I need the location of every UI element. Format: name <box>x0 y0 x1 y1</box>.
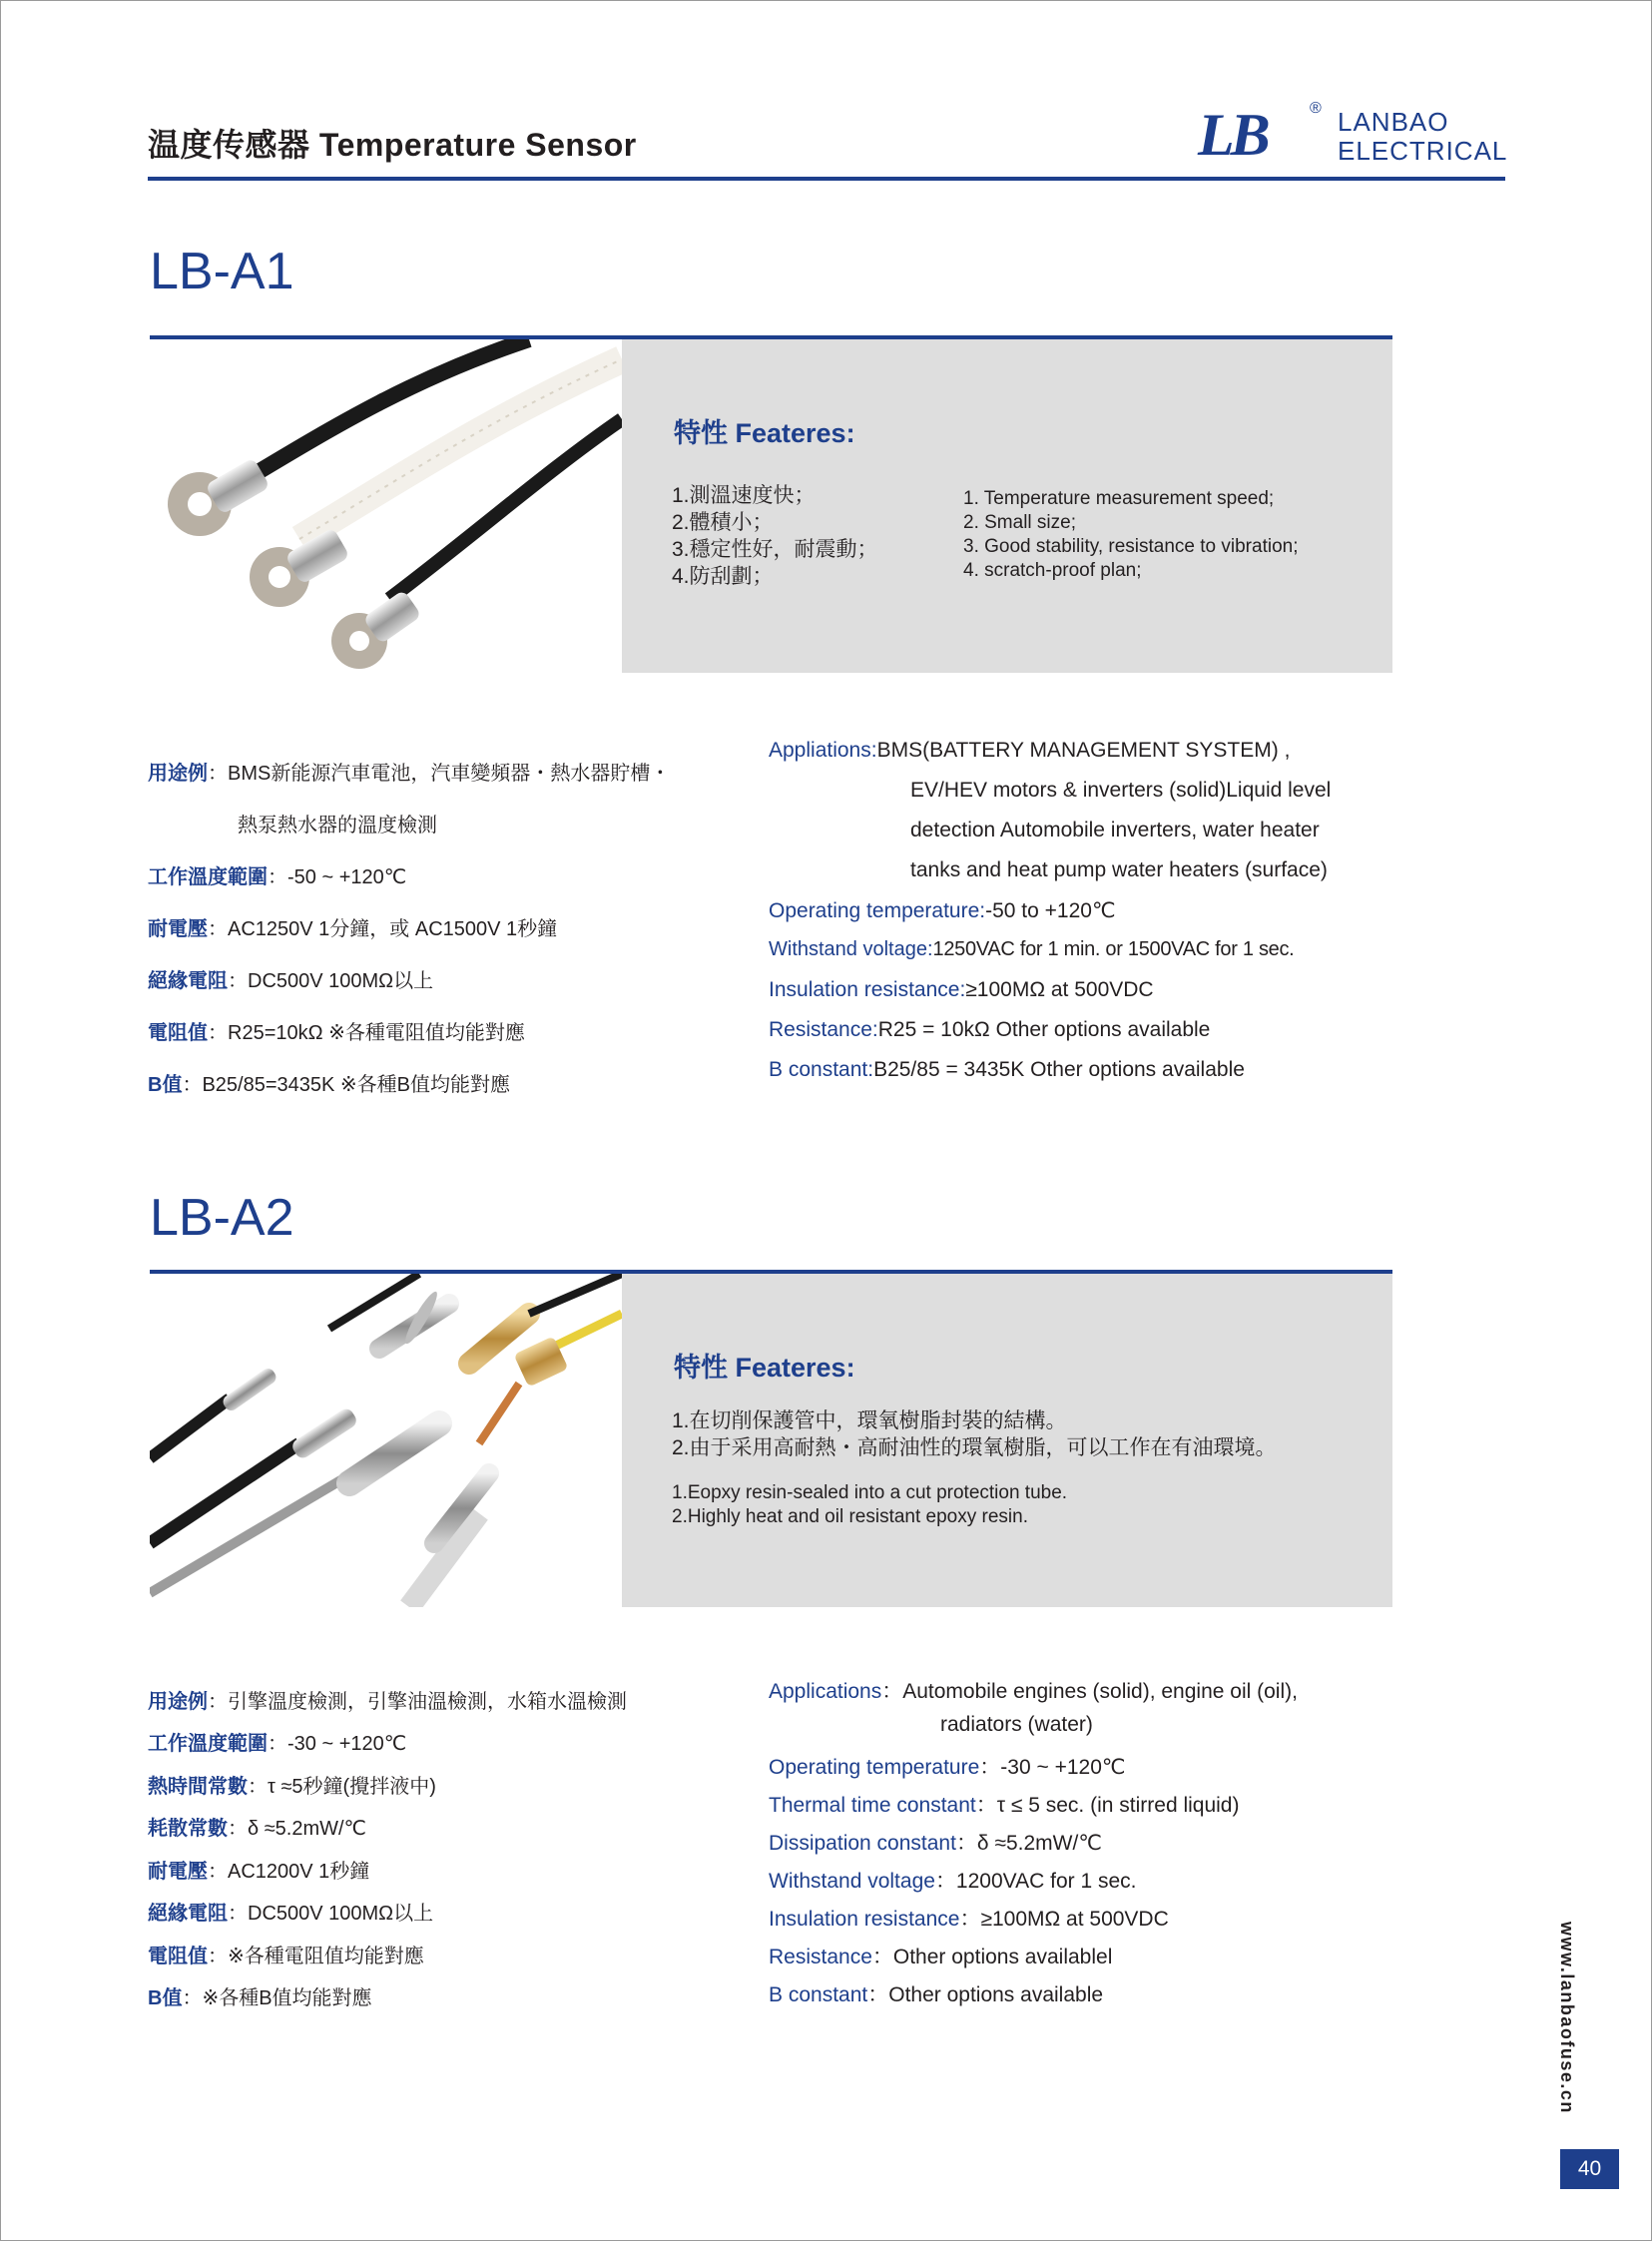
spec-value: BMS(BATTERY MANAGEMENT SYSTEM) , <box>876 739 1291 762</box>
spec-value: detection Automobile inverters, water heater <box>910 819 1320 841</box>
feature-item-en: 3. Good stability, resistance to vibration; <box>963 536 1299 557</box>
page-number: 40 <box>1560 2149 1619 2189</box>
spec-key: B constant: <box>769 1058 874 1081</box>
spec-key: Applications <box>769 1680 882 1703</box>
spec-value: EV/HEV motors & inverters (solid)Liquid level <box>910 779 1332 802</box>
spec-row <box>148 860 406 889</box>
model-title-lb-a1: LB-A1 <box>150 243 294 300</box>
spec-row <box>148 1940 424 1968</box>
features-title: 特性 Feateres: <box>674 1353 855 1383</box>
spec-value: radiators (water) <box>940 1713 1093 1736</box>
spec-row <box>148 912 557 941</box>
spec-row <box>148 1855 369 1884</box>
spec-row <box>769 1978 1103 2008</box>
spec-value: 1250VAC for 1 min. or 1500VAC for 1 sec. <box>932 938 1295 960</box>
header-divider <box>148 177 1505 181</box>
spec-value: ：δ ≈5.2mW/℃ <box>228 1818 367 1840</box>
spec-row <box>148 1685 627 1714</box>
registered-mark: ® <box>1310 100 1322 117</box>
spec-value: ：≥100MΩ at 500VDC <box>959 1908 1169 1931</box>
feature-item-cn: 2.體積小； <box>672 511 774 534</box>
model-title-lb-a2: LB-A2 <box>150 1189 294 1247</box>
spec-value: ：-30 ~ +120℃ <box>268 1733 407 1755</box>
spec-row <box>940 1713 1093 1737</box>
spec-value: ：DC500V 100MΩ以上 <box>228 1903 434 1925</box>
spec-key: Thermal time constant <box>769 1794 976 1817</box>
spec-row <box>769 1675 1298 1705</box>
logo-line-1: LANBAO <box>1338 107 1449 137</box>
spec-value: B25/85 = 3435K Other options available <box>873 1058 1245 1081</box>
product-photo-lb-a1 <box>150 339 622 673</box>
spec-value: ：1200VAC for 1 sec. <box>934 1870 1137 1893</box>
spec-row <box>769 1903 1169 1933</box>
spec-value: ：BMS新能源汽車電池，汽車變頻器・熱水器貯槽・ <box>208 763 671 785</box>
spec-row <box>910 819 1320 842</box>
spec-key: B constant <box>769 1983 868 2006</box>
spec-row <box>769 1827 1102 1857</box>
spec-label: 電阻值 <box>148 1022 208 1044</box>
spec-value: ：引擎溫度檢測，引擎油溫檢測，水箱水溫檢測 <box>208 1691 627 1713</box>
feature-item-en: 1. Temperature measurement speed; <box>963 488 1275 509</box>
spec-row <box>238 809 437 838</box>
spec-row <box>148 1068 510 1097</box>
spec-label: 絕緣電阻 <box>148 970 228 992</box>
spec-label: B值 <box>148 1987 183 2009</box>
feature-item-en: 2.Highly heat and oil resistant epoxy resin. <box>672 1506 1028 1527</box>
spec-label: 工作溫度範圍 <box>148 1733 268 1755</box>
spec-value: ：Other options available <box>867 1983 1104 2006</box>
spec-value: ：τ ≈5秒鐘(攪拌液中) <box>248 1776 436 1798</box>
spec-value: ：τ ≤ 5 sec. (in stirred liquid) <box>975 1794 1240 1817</box>
spec-row <box>769 1789 1239 1819</box>
spec-key: Dissipation constant <box>769 1832 956 1855</box>
spec-key: Operating temperature: <box>769 899 986 922</box>
spec-row <box>769 1865 1136 1895</box>
spec-label: 電阻值 <box>148 1946 208 1967</box>
spec-row <box>148 1016 525 1045</box>
feature-item-en: 4. scratch-proof plan; <box>963 560 1142 581</box>
spec-row <box>769 1018 1210 1042</box>
logo-wordmark <box>1338 108 1507 166</box>
logo-mark: LB <box>1198 102 1267 168</box>
spec-key: Withstand voltage: <box>769 938 933 960</box>
spec-value: ：-50 ~ +120℃ <box>268 866 407 888</box>
feature-item-cn: 1.在切削保護管中，環氧樹脂封裝的結構。 <box>672 1409 1067 1432</box>
spec-label: 工作溫度範圍 <box>148 866 268 888</box>
probe-sensors-image <box>150 1274 622 1607</box>
spec-value: ：Automobile engines (solid), engine oil (oil), <box>881 1680 1298 1703</box>
spec-key: Insulation resistance: <box>769 978 966 1001</box>
page-header-title: 温度传感器 Temperature Sensor <box>148 127 637 163</box>
spec-key: Appliations: <box>769 739 877 762</box>
spec-value: ：※各種B值均能對應 <box>182 1987 372 2009</box>
spec-row <box>148 964 433 993</box>
spec-row <box>769 1941 1112 1970</box>
spec-row <box>769 1058 1245 1082</box>
spec-key: Operating temperature <box>769 1756 980 1779</box>
feature-item-en: 2. Small size; <box>963 512 1076 533</box>
spec-key: Resistance: <box>769 1018 878 1041</box>
spec-value: tanks and heat pump water heaters (surface) <box>910 858 1328 881</box>
feature-item-cn: 3.穩定性好，耐震動； <box>672 538 878 561</box>
spec-row <box>148 1812 366 1841</box>
features-list-en <box>672 1481 1067 1529</box>
product-photo-lb-a2 <box>150 1274 622 1607</box>
spec-row <box>769 898 1116 923</box>
features-list-cn <box>672 482 878 590</box>
website-url-text: www.lanbaofuse.cn <box>1557 1922 1577 2114</box>
spec-value: ：δ ≈5.2mW/℃ <box>955 1832 1102 1855</box>
spec-value: ：DC500V 100MΩ以上 <box>228 970 434 992</box>
feature-item-cn: 4.防刮劃； <box>672 565 774 588</box>
spec-value: ：AC1250V 1分鐘，或 AC1500V 1秒鐘 <box>208 918 558 940</box>
features-list-cn <box>672 1407 1277 1461</box>
spec-value: ：AC1200V 1秒鐘 <box>208 1861 370 1883</box>
spec-row <box>148 1897 433 1926</box>
features-panel-lb-a1 <box>622 339 1392 673</box>
spec-value: ：※各種電阻值均能對應 <box>208 1946 424 1967</box>
spec-row <box>769 739 1290 763</box>
spec-label: 絕緣電阻 <box>148 1903 228 1925</box>
feature-item-en: 1.Eopxy resin-sealed into a cut protection tube. <box>672 1482 1068 1503</box>
spec-row <box>148 1981 372 2010</box>
ring-terminal-sensors-image <box>150 339 622 673</box>
spec-row <box>769 938 1294 961</box>
spec-key: Withstand voltage <box>769 1870 935 1893</box>
spec-value: -50 to +120℃ <box>985 899 1116 922</box>
spec-key: Insulation resistance <box>769 1908 960 1931</box>
spec-value: ：B25/85=3435K ※各種B值均能對應 <box>182 1074 511 1096</box>
feature-item-cn: 2.由于采用高耐熱・高耐油性的環氧樹脂，可以工作在有油環境。 <box>672 1436 1277 1459</box>
features-title: 特性 Feateres: <box>674 418 855 448</box>
feature-item-cn: 1.測溫速度快； <box>672 484 816 507</box>
spec-label: 耗散常數 <box>148 1818 228 1840</box>
spec-value: ：Other options availablel <box>871 1946 1113 1968</box>
website-url <box>1557 1922 1581 2114</box>
spec-row <box>910 858 1328 882</box>
spec-label: 耐電壓 <box>148 918 208 940</box>
spec-value: ：-30 ~ +120℃ <box>979 1756 1126 1779</box>
spec-value: ≥100MΩ at 500VDC <box>965 978 1154 1001</box>
spec-value: R25 = 10kΩ Other options available <box>877 1018 1211 1041</box>
spec-row <box>148 1727 406 1756</box>
spec-label: 用途例 <box>148 1691 208 1713</box>
spec-label: 用途例 <box>148 763 208 785</box>
spec-row <box>148 757 670 786</box>
spec-row <box>769 978 1154 1002</box>
spec-row <box>910 779 1331 803</box>
logo-line-2: ELECTRICAL <box>1338 136 1508 166</box>
spec-value: ：R25=10kΩ ※各種電阻值均能對應 <box>208 1022 525 1044</box>
spec-row <box>769 1751 1125 1781</box>
features-panel-lb-a2 <box>622 1274 1392 1607</box>
spec-label: 熱時間常數 <box>148 1776 248 1798</box>
lanbao-logo <box>1198 100 1517 170</box>
spec-value: 熱泵熱水器的溫度檢測 <box>238 815 437 837</box>
spec-row <box>148 1770 436 1799</box>
spec-label: B值 <box>148 1074 183 1096</box>
features-list-en <box>963 487 1298 583</box>
spec-key: Resistance <box>769 1946 872 1968</box>
spec-label: 耐電壓 <box>148 1861 208 1883</box>
